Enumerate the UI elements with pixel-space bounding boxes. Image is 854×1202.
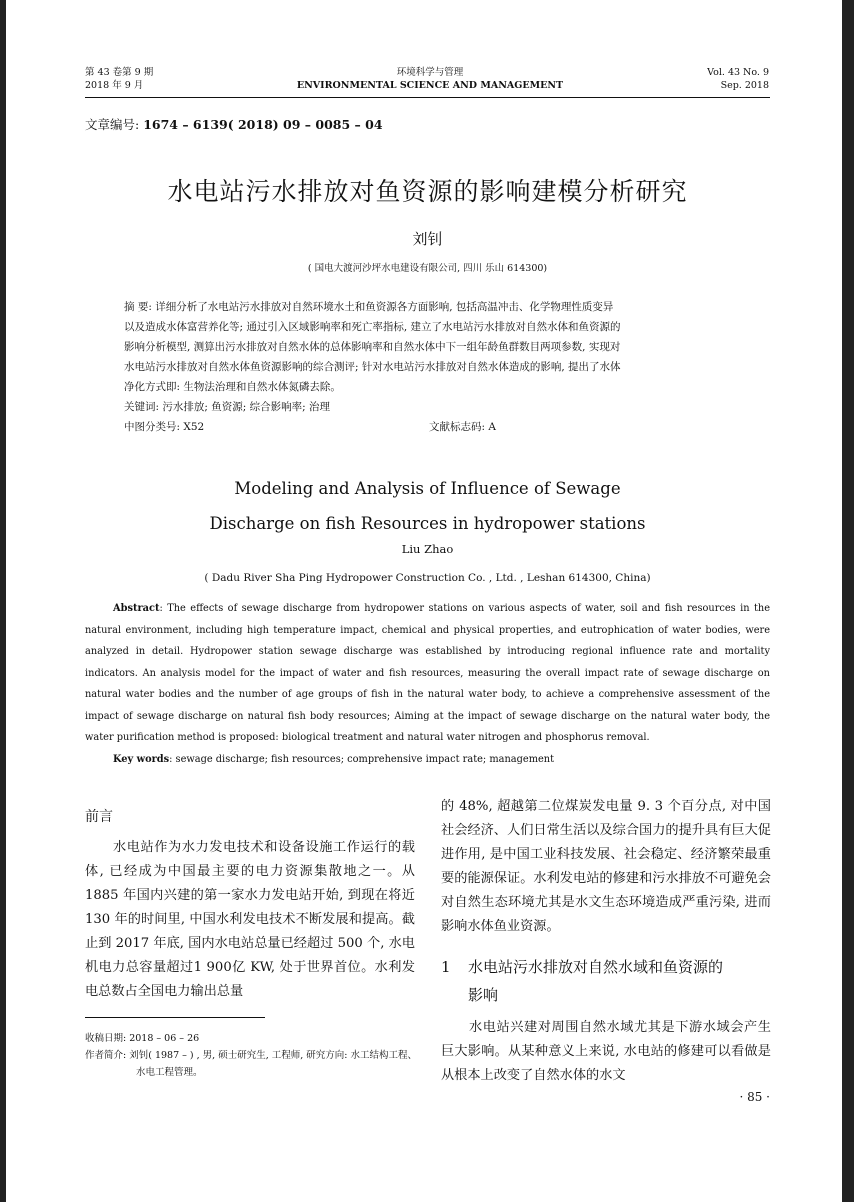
clc-number: 中图分类号: X52 bbox=[124, 421, 205, 433]
header-date-en: Sep. 2018 bbox=[720, 80, 769, 91]
abstract-en bbox=[85, 598, 770, 770]
abstract-cn-line: 摘 要: 详细分析了水电站污水排放对自然环境水土和鱼资源各方面影响, 包括高温冲击、化学物理性质变异 bbox=[124, 301, 614, 313]
journal-name-cn: 环境科学与管理 bbox=[396, 67, 464, 78]
abstract-en-text: : The effects of sewage discharge from hydropower stations on various aspects of water, soil and fish resources in the natural environment, including high temperature impact, chemical and physical properties, and eutrophication of water bodies, were analyzed in detail. Hydropower station sewage discharge was established by introducing regional influence rate and mortality indicators. An analysis model for the impact of water and fish resources, measuring the overall impact rate of sewage discharge on natural water bodies and the number of age groups of fish in the natural water body, to achieve a comprehensive assessment of the impact of sewage discharge on natural fish body resources; Aiming at the impact of sewage discharge on the natural water body, the water purification method is proposed: biological treatment and natural water nitrogen and phosphorus removal. bbox=[85, 603, 770, 743]
section-1-heading bbox=[441, 953, 776, 1009]
header-volume-en: Vol. 43 No. 9 bbox=[707, 67, 769, 78]
affiliation-en: ( Dadu River Sha Ping Hydropower Construction Co. , Ltd. , Leshan 614300, China) bbox=[204, 572, 651, 584]
author-cn: 刘钊 bbox=[412, 230, 443, 248]
section-1-text: 水电站兴建对周围自然水域尤其是下游水域会产生巨大影响。从某种意义上来说, 水电站的修建可以看做是从根本上改变了自然水体的水文 bbox=[441, 1020, 771, 1083]
scan-border-left bbox=[0, 0, 6, 1202]
author-bio: 作者简介: 刘钊( 1987 – ) , 男, 硕士研究生, 工程师, 研究方向: 水工结构工程、水电工程管理。 bbox=[85, 1050, 418, 1078]
header-left bbox=[85, 66, 153, 92]
footnote-rule bbox=[85, 1017, 265, 1018]
header-date-cn: 2018 年 9 月 bbox=[85, 80, 144, 91]
page-number: · 85 · bbox=[739, 1090, 770, 1104]
abstract-cn-line: 水电站污水排放对自然水体鱼资源影响的综合测评; 针对水电站污水排放对自然水体造成的影响, 提出了水体 bbox=[124, 361, 621, 373]
affiliation-cn: ( 国电大渡河沙坪水电建设有限公司, 四川 乐山 614300) bbox=[307, 263, 548, 274]
keywords-cn: 关键词: 污水排放; 鱼资源; 综合影响率; 治理 bbox=[124, 401, 331, 413]
keywords-en-label: Key words bbox=[113, 753, 170, 765]
title-en-line-1: Modeling and Analysis of Influence of Sewage bbox=[234, 479, 621, 498]
abstract-cn-line: 以及造成水体富营养化等; 通过引入区域影响率和死亡率指标, 建立了水电站污水排放对自然水体和鱼资源的 bbox=[124, 321, 621, 333]
journal-name-en: ENVIRONMENTAL SCIENCE AND MANAGEMENT bbox=[296, 80, 564, 91]
article-number-label: 文章编号: bbox=[85, 117, 144, 132]
author-en: Liu Zhao bbox=[401, 542, 454, 556]
header-center bbox=[260, 66, 600, 92]
footnote bbox=[85, 1030, 420, 1081]
preface-text: 水电站作为水力发电技术和设备设施工作运行的载体, 已经成为中国最主要的电力资源集散地之一。从 1885 年国内兴建的第一家水力发电站开始, 到现在将近 130 年的时间里, 中国水利发电技术不断发展和提高。截止到 2017 年底, 国内水电站总量已经超过 500 个, 水电机电力总容量超过1 900亿 KW, 处于世界首位。水利发电总数占全国电力输出总量 bbox=[85, 840, 415, 999]
abstract-cn bbox=[124, 297, 734, 437]
continued-text: 的 48%, 超越第二位煤炭发电量 9. 3 个百分点, 对中国社会经济、人们日常生活以及综合国力的提升具有巨大促进作用, 是中国工业科技发展、社会稳定、经济繁荣最重要的能源保证。水利发电站的修建和污水排放不可避免会对自然生态环境尤其是水文生态环境造成严重污染, 进而影响水体鱼业资源。 bbox=[441, 799, 771, 934]
keywords-en-text: : sewage discharge; fish resources; comprehensive impact rate; management bbox=[169, 753, 555, 765]
abstract-cn-line: 净化方式即: 生物法治理和自然水体氮磷去除。 bbox=[124, 381, 341, 393]
section-1-title-line-2: 影响 bbox=[468, 986, 499, 1004]
document-code: 文献标志码: A bbox=[429, 421, 496, 433]
received-date: 收稿日期: 2018 – 06 – 26 bbox=[85, 1033, 200, 1044]
abstract-en-label: Abstract bbox=[113, 603, 160, 614]
title-en bbox=[85, 471, 770, 541]
header-rule bbox=[85, 97, 770, 98]
header-right bbox=[640, 66, 769, 92]
right-column-paragraph bbox=[441, 795, 771, 939]
classification-row bbox=[124, 417, 734, 437]
scan-border-right bbox=[842, 0, 854, 1202]
section-1-title-line-1: 水电站污水排放对自然水域和鱼资源的 bbox=[468, 958, 724, 976]
section-1-number: 1 bbox=[441, 958, 451, 976]
article-number bbox=[85, 115, 383, 133]
article-number-value: 1674 – 6139( 2018) 09 – 0085 – 04 bbox=[143, 117, 383, 132]
title-en-line-2: Discharge on fish Resources in hydropower stations bbox=[209, 514, 646, 533]
abstract-cn-line: 影响分析模型, 测算出污水排放对自然水体的总体影响率和自然水体中下一组年龄鱼群数目两项参数, 实现对 bbox=[124, 341, 621, 353]
section-1-paragraph bbox=[441, 1016, 771, 1088]
preface-paragraph bbox=[85, 836, 415, 1004]
section-preface-heading: 前言 bbox=[85, 809, 113, 825]
header-volume-cn: 第 43 卷第 9 期 bbox=[85, 67, 154, 78]
title-cn: 水电站污水排放对鱼资源的影响建模分析研究 bbox=[167, 177, 688, 206]
